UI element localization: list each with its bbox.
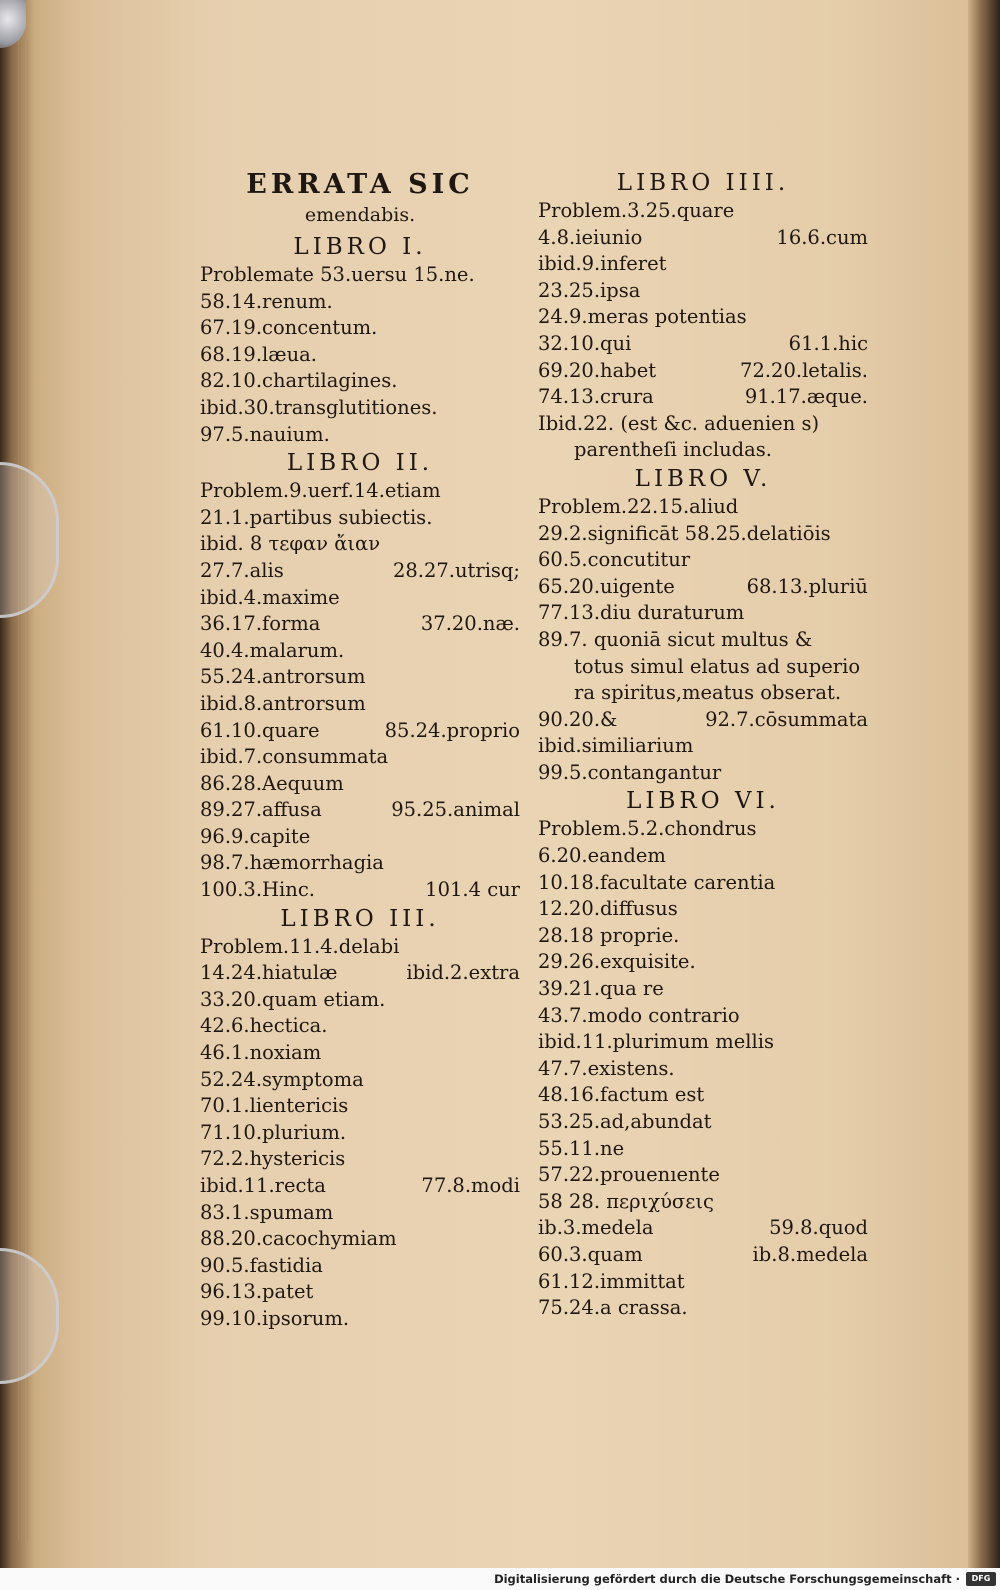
- errata-entry: [200, 718, 520, 745]
- errata-entry-text: 40.4.malarum.: [200, 638, 345, 662]
- errata-entry: [538, 547, 868, 574]
- errata-entry-text: 6.20.eandem: [538, 844, 666, 868]
- errata-entry-text: 48.16.factum est: [538, 1083, 705, 1107]
- right-column: [538, 168, 868, 1322]
- errata-entry-text: 4.8.ieiunio: [538, 225, 643, 249]
- errata-entry-text: 97.5.nauium.: [200, 422, 330, 446]
- errata-entry: [538, 843, 868, 870]
- book-heading: LIBRO III.: [280, 905, 440, 932]
- errata-entry-text: 99.5.contangantur: [538, 760, 722, 784]
- errata-entry-text: ibid.9.inferet: [538, 252, 667, 276]
- errata-entry: [200, 797, 520, 824]
- errata-entry: [538, 896, 868, 923]
- errata-entry-text: parentheſi includas.: [574, 438, 772, 462]
- errata-entry-text: 83.1.spumam: [200, 1200, 334, 1224]
- errata-entry-text: 99.10.ipsorum.: [200, 1306, 350, 1330]
- errata-entry-text: 86.28.Aequum: [200, 771, 344, 795]
- errata-entry: [200, 960, 520, 987]
- errata-entry-text: 70.1.lientericis: [200, 1094, 349, 1118]
- errata-entry-second: 72.20.letalis.: [740, 358, 868, 382]
- errata-entry: [200, 877, 520, 904]
- footer-text: Digitalisierung gefördert durch die Deutsche Forschungsgemeinschaft ·: [494, 1572, 960, 1586]
- errata-entry-second: 85.24.proprio: [384, 718, 520, 742]
- right-sections: [538, 170, 868, 1322]
- errata-entry-second: 68.13.pluriū: [746, 574, 868, 598]
- errata-entry-second: 37.20.næ.: [420, 612, 520, 636]
- errata-entry-text: 28.18 proprie.: [538, 923, 680, 947]
- errata-entry: [538, 600, 868, 627]
- errata-entry-text: ibid.30.transglutitiones.: [200, 395, 438, 419]
- left-sections: [200, 234, 520, 1333]
- errata-entry-text: ibid.11.recta: [200, 1174, 326, 1197]
- errata-entry: [538, 384, 868, 411]
- errata-entry: [538, 1109, 868, 1136]
- errata-entry-text: 68.19.læua.: [200, 342, 317, 366]
- errata-entry: [538, 1136, 868, 1163]
- errata-entry-text: 65.20.uigente: [538, 574, 675, 598]
- errata-entry: [200, 585, 520, 612]
- errata-entry-text: 75.24.a crassa.: [538, 1296, 688, 1320]
- errata-entry-text: 72.2.hystericis: [200, 1147, 346, 1171]
- errata-entry: [200, 611, 520, 638]
- errata-entry: [538, 627, 868, 654]
- errata-entry-text: 33.20.quam etiam.: [200, 987, 386, 1011]
- errata-entry-text: 90.5.fastidia: [200, 1253, 323, 1277]
- errata-entry-text: 10.18.facultate carentia: [538, 870, 776, 894]
- errata-entry: [200, 771, 520, 798]
- errata-entry-text: 36.17.forma: [200, 612, 321, 636]
- errata-entry-text: 58 28. περιχύσεις: [538, 1189, 714, 1213]
- errata-entry-text: 55.11.ne: [538, 1136, 625, 1160]
- errata-entry-text: 74.13.crura: [538, 385, 654, 409]
- errata-entry: [200, 1120, 520, 1147]
- left-column: [200, 168, 520, 1333]
- errata-entry-text: 27.7.alis: [200, 558, 284, 582]
- errata-entry: [538, 1082, 868, 1109]
- dfg-logo: DFG: [966, 1572, 996, 1586]
- errata-entry: [200, 850, 520, 877]
- errata-entry: [538, 707, 868, 734]
- errata-entry-text: 90.20.&: [538, 707, 618, 731]
- errata-entry-text: 71.10.plurium.: [200, 1120, 347, 1144]
- errata-entry-text: 61.12.immittat: [538, 1269, 685, 1293]
- errata-entry-text: 53.25.ad,abundat: [538, 1110, 712, 1133]
- errata-entry-text: 29.2.significāt 58.25.delatiōis: [538, 521, 831, 545]
- page-right-edge: [968, 0, 1000, 1568]
- errata-entry-text: ibid.7.consummata: [200, 745, 389, 769]
- errata-entry: [200, 342, 520, 369]
- errata-entry-text: totus simul elatus ad superio: [574, 654, 861, 678]
- errata-entry: [538, 654, 868, 681]
- errata-entry: [538, 251, 868, 278]
- errata-entry: [538, 225, 868, 252]
- errata-entry-text: 61.10.quare: [200, 718, 320, 742]
- errata-entry: [538, 411, 868, 438]
- errata-entry-second: 95.25.animal: [391, 798, 520, 822]
- errata-entry: [200, 934, 520, 961]
- errata-entry-text: 96.9.capite: [200, 824, 311, 848]
- errata-entry: [200, 368, 520, 395]
- errata-entry-text: 89.27.affusa: [200, 798, 322, 822]
- errata-subtitle: emendabis.: [304, 204, 416, 226]
- errata-entry-text: 42.6.hectica.: [200, 1014, 328, 1038]
- errata-entry: [538, 976, 868, 1003]
- errata-entry: [538, 1269, 868, 1296]
- book-heading: LIBRO VI.: [626, 788, 780, 815]
- errata-entry: [200, 315, 520, 342]
- errata-entry-text: 58.14.renum.: [200, 289, 333, 313]
- errata-entry-text: ibid.8.antrorsum: [200, 691, 366, 715]
- errata-entry-text: 77.13.diu duraturum: [538, 601, 745, 625]
- errata-entry: [538, 331, 868, 358]
- errata-entry: [200, 1279, 520, 1306]
- book-heading: LIBRO IIII.: [616, 170, 790, 196]
- errata-entry: [538, 437, 868, 464]
- errata-entry-text: Problem.11.4.delabi: [200, 934, 400, 958]
- errata-entry-text: 46.1.noxiam: [200, 1041, 322, 1065]
- errata-entry-second: 77.8.modi: [421, 1174, 520, 1197]
- errata-entry: [200, 1200, 520, 1227]
- errata-entry: [538, 1003, 868, 1030]
- errata-entry: [200, 422, 520, 449]
- errata-entry: [200, 478, 520, 505]
- errata-entry-text: 60.3.quam: [538, 1242, 643, 1266]
- errata-entry: [538, 680, 868, 707]
- errata-entry: [200, 664, 520, 691]
- errata-entry-text: Problem.5.2.chondrus: [538, 817, 757, 841]
- errata-entry-text: 12.20.diffusus: [538, 897, 678, 921]
- errata-entry-text: ibid.4.maxime: [200, 585, 340, 609]
- errata-entry: [538, 923, 868, 950]
- errata-entry: [538, 1056, 868, 1083]
- errata-entry: [200, 531, 520, 558]
- errata-entry-text: Problemate 53.uersu 15.ne.: [200, 263, 475, 286]
- errata-entry: [200, 1040, 520, 1067]
- errata-entry-text: 32.10.qui: [538, 331, 632, 355]
- digitization-footer: [0, 1568, 1000, 1590]
- errata-entry: [200, 1226, 520, 1253]
- errata-entry-text: 55.24.antrorsum: [200, 665, 366, 689]
- errata-entry-second: ib.8.medela: [752, 1242, 868, 1266]
- errata-entry: [200, 505, 520, 532]
- errata-entry: [200, 691, 520, 718]
- errata-entry: [200, 395, 520, 422]
- errata-entry: [200, 1013, 520, 1040]
- errata-entry-text: 60.5.concutitur: [538, 548, 691, 572]
- book-heading: LIBRO V.: [634, 465, 772, 492]
- errata-entry: [538, 760, 868, 787]
- errata-entry-text: 100.3.Hinc.: [200, 878, 315, 902]
- errata-entry: [538, 494, 868, 521]
- errata-entry: [200, 1306, 520, 1333]
- errata-entry: [200, 638, 520, 665]
- errata-entry: [200, 558, 520, 585]
- errata-entry: [538, 521, 868, 548]
- errata-entry: [538, 1215, 868, 1242]
- errata-entry: [200, 1253, 520, 1280]
- errata-entry-second: 101.4 cur: [425, 878, 520, 902]
- errata-entry: [538, 949, 868, 976]
- errata-entry-second: 92.7.cōsummata: [705, 707, 868, 731]
- errata-entry: [538, 574, 868, 601]
- errata-entry: [538, 1029, 868, 1056]
- errata-entry: [538, 1295, 868, 1322]
- errata-entry-text: ibid.similiarium: [538, 734, 694, 758]
- errata-entry-second: 28.27.utrisq;: [392, 558, 520, 582]
- errata-entry: [200, 262, 520, 289]
- errata-entry-second: 16.6.cum: [776, 225, 868, 249]
- errata-entry-text: 98.7.hæmorrhagia: [200, 851, 384, 875]
- errata-entry-text: 69.20.habet: [538, 358, 657, 382]
- errata-entry: [200, 289, 520, 316]
- errata-entry: [538, 304, 868, 331]
- errata-entry: [200, 1093, 520, 1120]
- errata-entry-second: 91.17.æque.: [744, 385, 868, 409]
- errata-entry-text: 89.7. quoniā sicut multus &: [538, 627, 813, 651]
- errata-entry-text: 14.24.hiatulæ: [200, 961, 338, 985]
- errata-entry: [538, 1162, 868, 1189]
- errata-entry: [538, 1242, 868, 1269]
- errata-entry: [538, 816, 868, 843]
- errata-entry: [538, 278, 868, 305]
- errata-entry-second: 59.8.quod: [769, 1216, 868, 1240]
- errata-entry: [200, 824, 520, 851]
- errata-entry-text: 29.26.exquisite.: [538, 950, 696, 974]
- errata-entry-text: Ibid.22. (est &c. aduenien s): [538, 411, 820, 435]
- errata-entry-text: 43.7.modo contrario: [538, 1003, 740, 1027]
- errata-entry-text: 67.19.concentum.: [200, 316, 378, 340]
- errata-entry: [200, 1173, 520, 1200]
- errata-entry-text: ibid. 8 τεφαν ἄιαν: [200, 532, 381, 556]
- errata-entry-text: 57.22.prouenıente: [538, 1163, 720, 1187]
- errata-entry-text: Problem.3.25.quare: [538, 199, 735, 222]
- errata-entry-text: Problem.9.uerf.14.etiam: [200, 479, 441, 503]
- errata-entry-text: 47.7.existens.: [538, 1056, 675, 1080]
- errata-entry-text: 96.13.patet: [200, 1280, 314, 1304]
- errata-entry: [200, 1146, 520, 1173]
- errata-entry: [538, 870, 868, 897]
- errata-entry: [200, 987, 520, 1014]
- errata-entry-text: 24.9.meras potentias: [538, 305, 747, 329]
- book-heading: LIBRO I.: [293, 234, 427, 260]
- errata-entry-second: 61.1.hic: [788, 331, 868, 355]
- errata-entry-text: Problem.22.15.aliud: [538, 494, 739, 518]
- errata-entry: [538, 733, 868, 760]
- errata-entry-text: 52.24.symptoma: [200, 1067, 364, 1091]
- errata-entry-text: 88.20.cacochymiam: [200, 1227, 397, 1251]
- errata-entry: [200, 744, 520, 771]
- errata-entry-text: 39.21.qua re: [538, 977, 664, 1001]
- book-heading: LIBRO II.: [286, 450, 434, 477]
- errata-entry: [538, 358, 868, 385]
- errata-entry-second: ibid.2.extra: [406, 961, 520, 985]
- errata-entry: [538, 198, 868, 225]
- errata-entry: [200, 1067, 520, 1094]
- errata-entry-text: 82.10.chartilagines.: [200, 369, 398, 393]
- errata-entry-text: ib.3.medela: [538, 1216, 654, 1240]
- errata-entry-text: 23.25.ipsa: [538, 278, 641, 302]
- errata-entry-text: ra spiritus,meatus obserat.: [574, 681, 842, 705]
- errata-entry-text: 21.1.partibus subiectis.: [200, 505, 433, 529]
- errata-entry: [538, 1189, 868, 1216]
- errata-title: ERRATA SIC: [246, 169, 474, 200]
- errata-entry-text: ibid.11.plurimum mellis: [538, 1030, 774, 1054]
